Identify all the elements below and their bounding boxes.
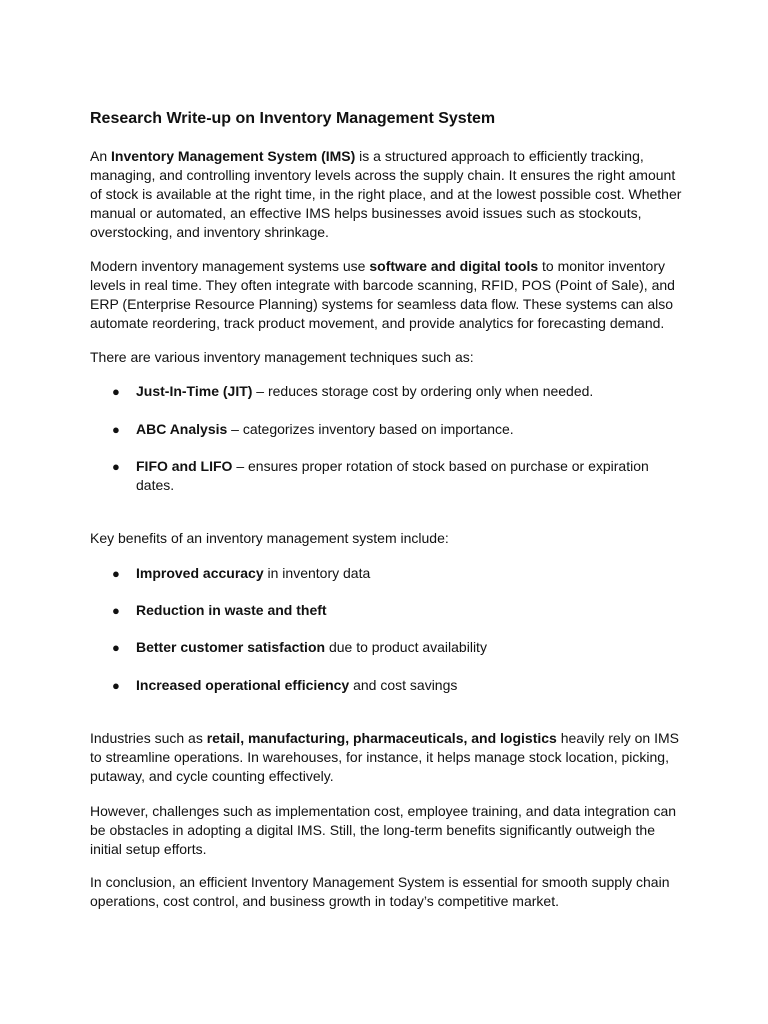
bullet-icon: ● [112, 459, 120, 474]
techniques-intro: There are various inventory management techniques such as: [90, 349, 474, 365]
list-item: ● FIFO and LIFO – ensures proper rotation of stock based on purchase or expiration dates. [112, 458, 649, 493]
bullet-icon: ● [112, 384, 120, 399]
bullet-icon: ● [112, 603, 120, 618]
list-item: ● Reduction in waste and theft [112, 602, 327, 618]
benefits-intro: Key benefits of an inventory management system include: [90, 530, 449, 546]
intro-paragraph: An Inventory Management System (IMS) is a structured approach to efficiently tracking, managing, and controlling inventory levels across the supply chain. It ensures the right amount of stock is available at the right time, in the right place, and at the lowest possible cost. Whether manual or automated, an effective IMS helps businesses avoid issues such as stockouts, overstocking, and inventory shrinkage. [90, 148, 682, 240]
bullet-icon: ● [112, 422, 120, 437]
page-title: Research Write-up on Inventory Management System [90, 110, 496, 127]
list-item: ● Increased operational efficiency and cost savings [112, 677, 458, 693]
modern-systems-paragraph: Modern inventory management systems use software and digital tools to monitor inventory levels in real time. They often integrate with barcode scanning, RFID, POS (Point of Sale), and ERP (Enterprise Resource Planning) systems for seamless data flow. These systems can also automate reordering, track product movement, and provide analytics for forecasting demand. [90, 258, 675, 331]
challenges-paragraph: However, challenges such as implementation cost, employee training, and data integration can be obstacles in adopting a digital IMS. Still, the long-term benefits significantly outweigh the initial setup efforts. [90, 803, 677, 857]
list-item: ● Just-In-Time (JIT) – reduces storage cost by ordering only when needed. [112, 383, 594, 399]
industries-paragraph: Industries such as retail, manufacturing, pharmaceuticals, and logistics heavily rely on IMS to streamline operations. In warehouses, for instance, it helps manage stock location, picking, putaway, and cycle counting effectively. [90, 730, 680, 784]
bullet-icon: ● [112, 678, 120, 693]
list-item: ● ABC Analysis – categorizes inventory based on importance. [112, 421, 514, 437]
bullet-icon: ● [112, 566, 120, 581]
conclusion-paragraph: In conclusion, an efficient Inventory Management System is essential for smooth supply chain operations, cost control, and business growth in today’s competitive market. [90, 874, 670, 909]
bullet-icon: ● [112, 640, 120, 655]
list-item: ● Better customer satisfaction due to product availability [112, 639, 487, 655]
list-item: ● Improved accuracy in inventory data [112, 565, 371, 581]
